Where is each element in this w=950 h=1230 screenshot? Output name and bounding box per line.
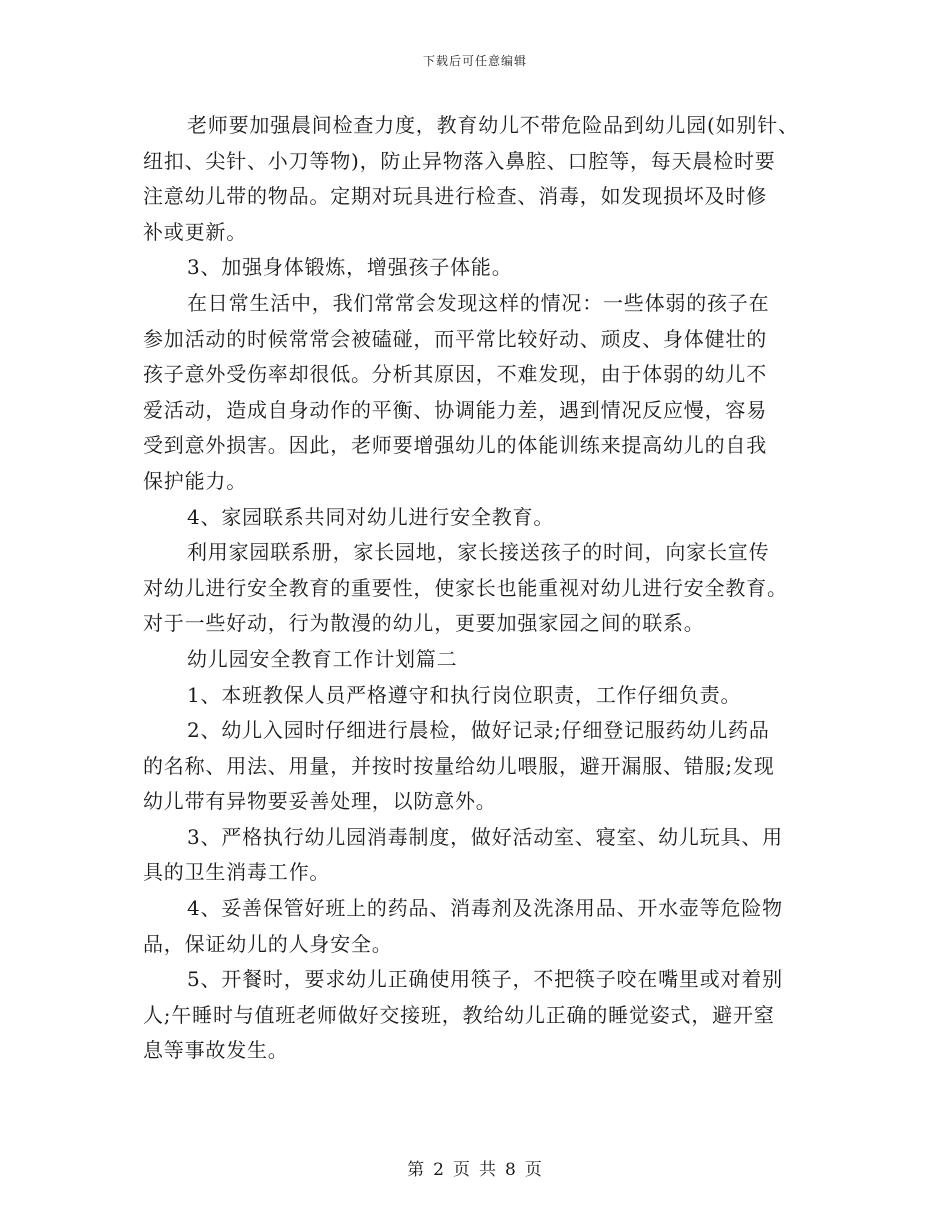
footer-current-page: 2 xyxy=(433,1160,445,1180)
text-line: 补或更新。 xyxy=(143,219,247,244)
text-line: 参加活动的时候常常会被磕碰，而平常比较好动、顽皮、身体健壮的 xyxy=(143,326,767,351)
text-line: 3、加强身体锻炼，增强孩子体能。 xyxy=(187,255,513,280)
text-line: 幼儿园安全教育工作计划篇二 xyxy=(187,646,458,671)
text-line: 纽扣、尖针、小刀等物)，防止异物落入鼻腔、口腔等，每天晨检时要 xyxy=(143,148,776,173)
text-line: 注意幼儿带的物品。定期对玩具进行检查、消毒，如发现损坏及时修 xyxy=(143,184,767,209)
text-line: 对于一些好动，行为散漫的幼儿，更要加强家园之间的联系。 xyxy=(143,611,705,636)
text-line: 1、本班教保人员严格遵守和执行岗位职责，工作仔细负责。 xyxy=(187,682,742,707)
text-line: 人;午睡时与值班老师做好交接班，教给幼儿正确的睡觉姿式，避开窒 xyxy=(143,1002,775,1027)
text-line: 保护能力。 xyxy=(143,468,247,493)
text-line: 具的卫生消毒工作。 xyxy=(143,860,331,885)
text-line: 孩子意外受伤率却很低。分析其原因，不难发现，由于体弱的幼儿不 xyxy=(143,362,767,387)
text-line: 老师要加强晨间检查力度，教育幼儿不带危险品到幼儿园(如别针、 xyxy=(187,113,799,137)
footer-label-prefix: 第 xyxy=(407,1160,426,1180)
header-note: 下载后可任意编辑 xyxy=(422,54,527,68)
text-line: 利用家园联系册，家长园地，家长接送孩子的时间，向家长宣传 xyxy=(187,540,770,565)
text-line: 4、家园联系共同对幼儿进行安全教育。 xyxy=(187,504,555,529)
document-body xyxy=(143,108,815,1069)
text-line: 的名称、用法、用量，并按时按量给幼儿喂服，避开漏服、错服;发现 xyxy=(143,753,775,778)
footer-label-total: 共 xyxy=(479,1160,497,1180)
footer-total-pages: 8 xyxy=(505,1160,517,1180)
text-line: 爱活动，造成自身动作的平衡、协调能力差，遇到情况反应慢，容易 xyxy=(143,397,767,422)
text-line: 品，保证幼儿的人身安全。 xyxy=(143,931,393,956)
footer-label-suffix: 页 xyxy=(524,1160,543,1180)
text-line: 息等事故发生。 xyxy=(143,1038,289,1063)
text-line: 3、严格执行幼儿园消毒制度，做好活动室、寝室、幼儿玩具、用 xyxy=(187,824,783,849)
text-line: 2、幼儿入园时仔细进行晨检，做好记录;仔细登记服药幼儿药品 xyxy=(187,718,770,743)
text-line: 受到意外损害。因此，老师要增强幼儿的体能训练来提高幼儿的自我 xyxy=(143,433,767,458)
text-line: 对幼儿进行安全教育的重要性，使家长也能重视对幼儿进行安全教育。 xyxy=(143,575,788,600)
footer-label-page: 页 xyxy=(453,1160,471,1180)
text-line: 4、妥善保管好班上的药品、消毒剂及洗涤用品、开水壶等危险物 xyxy=(187,896,783,921)
text-line: 幼儿带有异物要妥善处理，以防意外。 xyxy=(143,789,497,814)
page-footer xyxy=(0,1155,950,1180)
text-line: 在日常生活中，我们常常会发现这样的情况：一些体弱的孩子在 xyxy=(187,290,770,315)
text-line: 5、开餐时，要求幼儿正确使用筷子，不把筷子咬在嘴里或对着别 xyxy=(187,967,783,992)
